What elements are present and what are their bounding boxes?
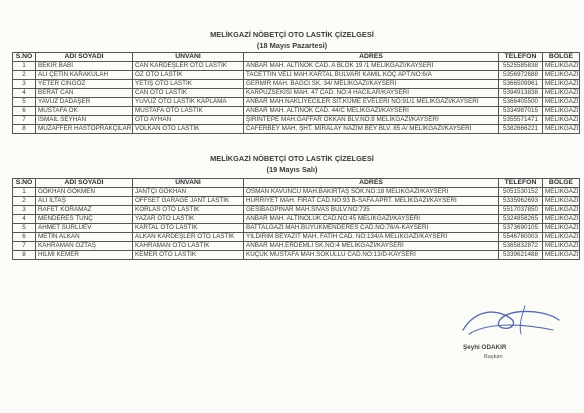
table-row	[13, 71, 580, 80]
cell-no: 5	[13, 224, 36, 233]
cell-name: YETER CİNGÖZ	[36, 80, 133, 89]
cell-no: 7	[13, 242, 36, 251]
cell-region: MELİKGAZİ	[543, 242, 580, 251]
table-row	[13, 98, 580, 107]
cell-phone: 5394913838	[499, 89, 543, 98]
table-row	[13, 215, 580, 224]
cell-name: RAFET KORAMAZ	[36, 206, 133, 215]
cell-name: ALİ ÇETİN KARAKÜLAH	[36, 71, 133, 80]
cell-region: MELİKGAZİ	[543, 98, 580, 107]
table-row	[13, 107, 580, 116]
cell-address: HÜRRİYET MAH. FIRAT CAD.NO:93 B-SAFA APRT. MELİKGAZİ/KAYSERİ	[244, 197, 499, 206]
cell-address: KARPUZSEKİSİ MAH. 47 CAD. NO:4 HACILAR/KAYSERİ	[244, 89, 499, 98]
table-row	[13, 89, 580, 98]
header-phone: TELEFON	[499, 53, 543, 62]
cell-address: ANBAR MAH.ERDEMLİ SK.NO:4 MELİKGAZİ/KAYSERİ	[244, 242, 499, 251]
cell-title: CAN KARDEŞLER OTO LASTİK	[133, 62, 244, 71]
cell-title: KORLAS OTO LASTİK	[133, 206, 244, 215]
cell-region: MELİKGAZİ	[543, 62, 580, 71]
signature-scribble-icon	[455, 300, 565, 340]
cell-region: MELİKGAZİ	[543, 188, 580, 197]
cell-region: MELİKGAZİ	[543, 224, 580, 233]
cell-title: KAHRAMAN OTO LASTİK	[133, 242, 244, 251]
header-address: ADRES	[244, 53, 499, 62]
table-row	[13, 188, 580, 197]
handwritten-signature	[455, 300, 565, 340]
header-title: ÜNVANI	[133, 179, 244, 188]
cell-no: 2	[13, 71, 36, 80]
cell-title: ALKAN KARDEŞLER OTO LASTİK	[133, 233, 244, 242]
cell-phone: 5365832872	[499, 242, 543, 251]
cell-address: TACETTİN VELİ MAH.KARTAL BULVARI KAMİL KOÇ APT.NO:6/A	[244, 71, 499, 80]
cell-phone: 5373690105	[499, 224, 543, 233]
cell-no: 3	[13, 80, 36, 89]
cell-address: BATTALGAZİ MAH.BÜYÜKMENDERES CAD.NO:76/A-KAYSERİ	[244, 224, 499, 233]
header-no: S.NO	[13, 179, 36, 188]
cell-name: ALİ İLTAŞ	[36, 197, 133, 206]
section-date: (18 Mayıs Pazartesi)	[256, 41, 328, 50]
table-row	[13, 125, 580, 134]
schedule-table	[12, 52, 580, 134]
table-row	[13, 233, 580, 242]
cell-phone: 5517037850	[499, 206, 543, 215]
cell-name: YAVUZ DADAŞER	[36, 98, 133, 107]
cell-address: GESİBAĞPINAR MAH.SİVAS BULV.NO:735	[244, 206, 499, 215]
cell-name: GÖKHAN GÖKMEN	[36, 188, 133, 197]
cell-phone: 5366509961	[499, 80, 543, 89]
cell-name: İSMAİL SEYHAN	[36, 116, 133, 125]
header-title: ÜNVANI	[133, 53, 244, 62]
cell-region: MELİKGAZİ	[543, 80, 580, 89]
cell-region: MELİKGAZİ	[543, 233, 580, 242]
cell-title: KEMER OTO LASTİK	[133, 251, 244, 260]
cell-name: BEKİR BABİ	[36, 62, 133, 71]
cell-title: JANTÇI GÖKHAN	[133, 188, 244, 197]
signatory-name: Şeyhi ODAKIR	[463, 344, 507, 351]
cell-name: METİN ALKAN	[36, 233, 133, 242]
section-title: MELİKGAZİ NÖBETÇİ OTO LASTİK ÇİZELGESİ	[210, 154, 374, 163]
cell-address: KÜÇÜK MUSTAFA MAH.SOKULLU CAD.NO:13/D-KAYSERİ	[244, 251, 499, 260]
section-title: MELİKGAZİ NÖBETÇİ OTO LASTİK ÇİZELGESİ	[210, 30, 374, 39]
cell-no: 2	[13, 197, 36, 206]
table-row	[13, 251, 580, 260]
cell-address: ŞİRİNTEPE MAH.GAFFAR OKKAN BLV.NO:8 MELİKGAZİ/KAYSERİ	[244, 116, 499, 125]
cell-title: KARTAL OTO LASTİK	[133, 224, 244, 233]
cell-name: KAHRAMAN ÖZTAŞ	[36, 242, 133, 251]
cell-region: MELİKGAZİ	[543, 197, 580, 206]
cell-name: BERAT CAN	[36, 89, 133, 98]
cell-name: AHMET SURLUEV	[36, 224, 133, 233]
cell-phone: 5335962693	[499, 197, 543, 206]
cell-name: MUZAFFER HASTOPRAKÇILAR	[36, 125, 133, 134]
section-date: (19 Mayıs Salı)	[266, 165, 318, 174]
cell-region: MELİKGAZİ	[543, 215, 580, 224]
signatory-role: Başkan	[484, 354, 503, 360]
cell-name: MUSTAFA OK	[36, 107, 133, 116]
cell-title: ÖZ OTO LASTİK	[133, 71, 244, 80]
table-header-row	[13, 179, 580, 188]
header-name: ADI SOYADI	[36, 179, 133, 188]
cell-address: GERMİR MAH. BAĞCI SK. 34/ MELİKGAZİ/KAYSERİ	[244, 80, 499, 89]
cell-no: 6	[13, 107, 36, 116]
cell-address: ANBAR MAH. ALTINOLUK CAD.NO:45 MELİKGAZİ/KAYSERİ	[244, 215, 499, 224]
table-row	[13, 242, 580, 251]
header-region: BÖLGE	[543, 53, 580, 62]
cell-phone: 5366405500	[499, 98, 543, 107]
header-address: ADRES	[244, 179, 499, 188]
cell-title: CAN OTO LASTİK	[133, 89, 244, 98]
cell-title: YETİŞ OTO LASTİK	[133, 80, 244, 89]
header-region: BÖLGE	[543, 179, 580, 188]
table-row	[13, 80, 580, 89]
header-phone: TELEFON	[499, 179, 543, 188]
cell-address: CAFERBEY MAH. ŞHT. MİRALAY NAZIM BEY BLV. 85 A/ MELİKGAZİ/KAYSERİ	[244, 125, 499, 134]
cell-name: MENDERES TUNÇ	[36, 215, 133, 224]
cell-phone: 5051530152	[499, 188, 543, 197]
cell-region: MELİKGAZİ	[543, 107, 580, 116]
cell-phone: 5356972688	[499, 71, 543, 80]
cell-no: 5	[13, 98, 36, 107]
cell-no: 1	[13, 188, 36, 197]
cell-address: OSMAN KAVUNCU MAH.BAKIRTAŞ SOK.NO:18 MELİKGAZİ/KAYSERİ	[244, 188, 499, 197]
header-no: S.NO	[13, 53, 36, 62]
cell-region: MELİKGAZİ	[543, 206, 580, 215]
cell-address: ANBAR MAH. ALTINOK CAD. 44/C MELİKGAZİ/KAYSERİ	[244, 107, 499, 116]
table-header-row	[13, 53, 580, 62]
table-row	[13, 62, 580, 71]
cell-region: MELİKGAZİ	[543, 89, 580, 98]
cell-no: 8	[13, 125, 36, 134]
cell-title: OFFSET GARAGE JANT LASTİK	[133, 197, 244, 206]
cell-address: ANBAR MAH.NAKLİYECİLER SİT.KÜME EVELERİ NO:91/1 MELİKGAZİ/KAYSERİ	[244, 98, 499, 107]
cell-no: 8	[13, 251, 36, 260]
cell-region: MELİKGAZİ	[543, 125, 580, 134]
cell-address: YILDIRIM BEYAZIT MAH. FATİH CAD. NO:134/A MELİKGAZİ/KAYSERİ	[244, 233, 499, 242]
cell-phone: 5546780003	[499, 233, 543, 242]
cell-address: ANBAR MAH. ALTINOK CAD. A BLOK 19 /1 MELİKGAZİ/KAYSERİ	[244, 62, 499, 71]
table-row	[13, 197, 580, 206]
cell-phone: 5324858265	[499, 215, 543, 224]
cell-title: YAZAR OTO LASTİK	[133, 215, 244, 224]
cell-no: 4	[13, 89, 36, 98]
cell-region: MELİKGAZİ	[543, 116, 580, 125]
cell-title: MUSTAFA OTO LASTİK	[133, 107, 244, 116]
table-row	[13, 224, 580, 233]
cell-title: YUVUZ OTO LASTİK KAPLAMA	[133, 98, 244, 107]
cell-phone: 5339621488	[499, 251, 543, 260]
cell-no: 3	[13, 206, 36, 215]
cell-region: MELİKGAZİ	[543, 251, 580, 260]
schedule-table	[12, 178, 580, 260]
header-name: ADI SOYADI	[36, 53, 133, 62]
cell-region: MELİKGAZİ	[543, 71, 580, 80]
cell-title: OTO AYHAN	[133, 116, 244, 125]
cell-no: 7	[13, 116, 36, 125]
cell-no: 6	[13, 233, 36, 242]
cell-phone: 5525585838	[499, 62, 543, 71]
cell-title: VOLKAN OTO LASTİK	[133, 125, 244, 134]
table-row	[13, 116, 580, 125]
cell-phone: 5355571471	[499, 116, 543, 125]
cell-phone: 5334987015	[499, 107, 543, 116]
cell-name: HİLMİ KEMER	[36, 251, 133, 260]
cell-phone: 5382666221	[499, 125, 543, 134]
table-row	[13, 206, 580, 215]
cell-no: 1	[13, 62, 36, 71]
cell-no: 4	[13, 215, 36, 224]
